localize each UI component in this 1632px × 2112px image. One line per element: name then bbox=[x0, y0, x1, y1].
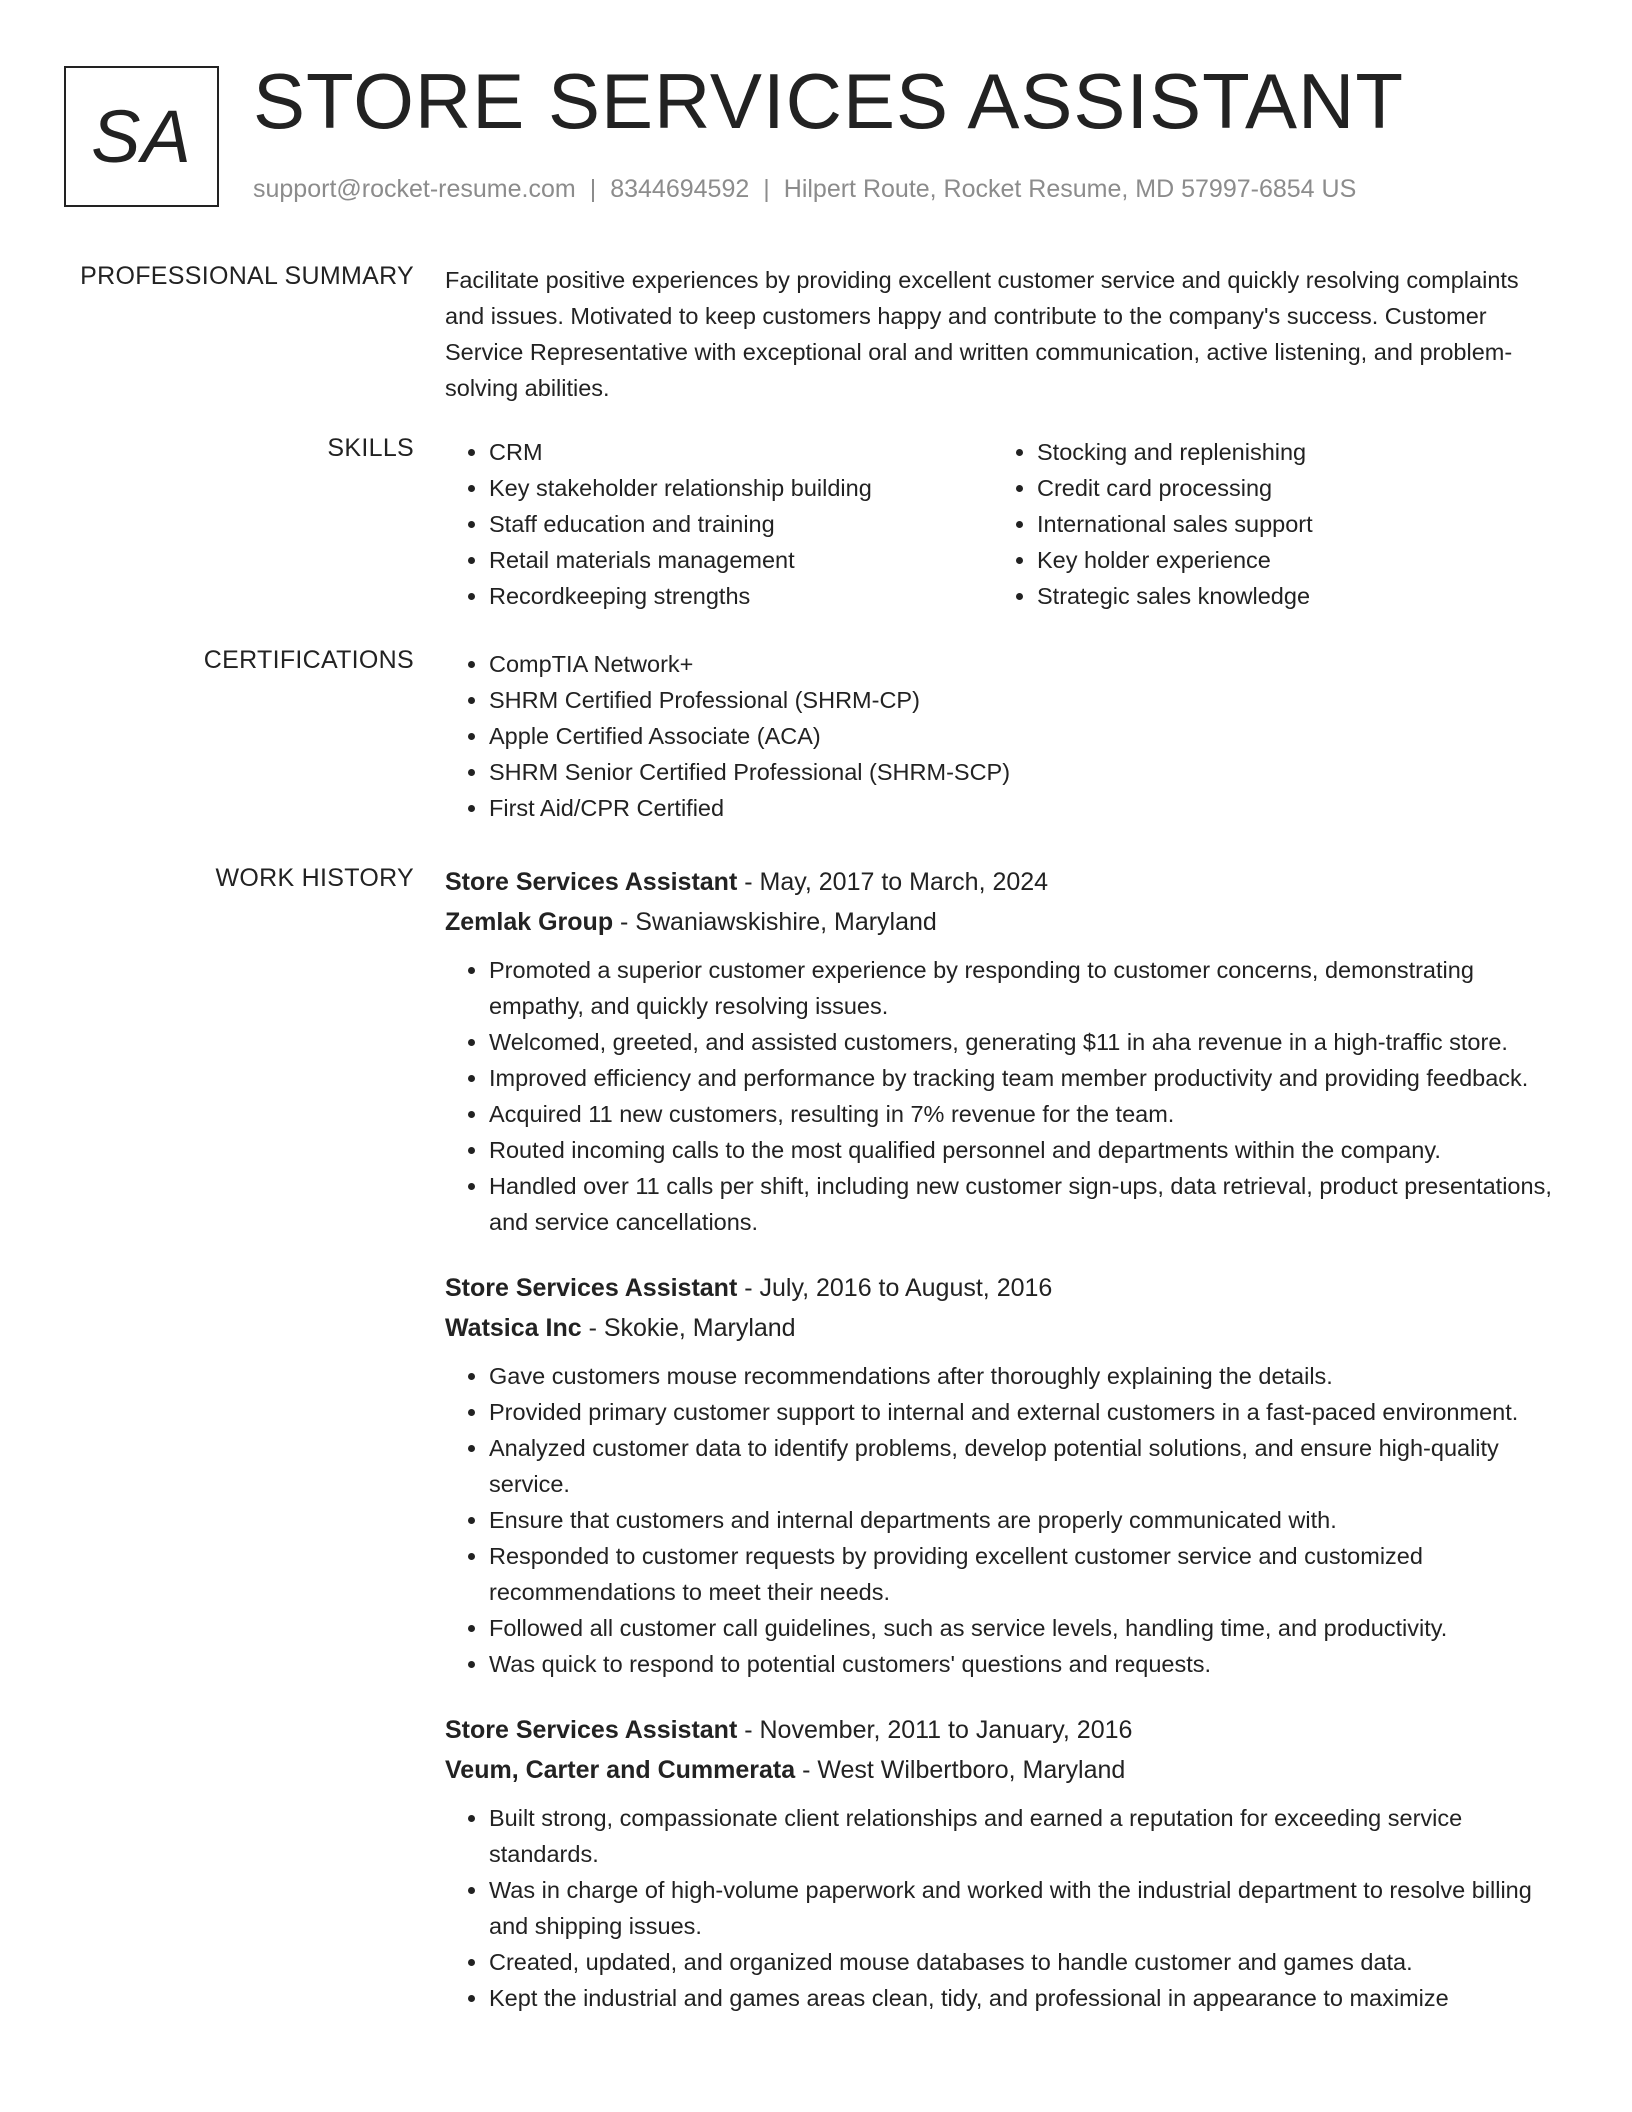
certification-item: • Apple Certified Associate (ACA) bbox=[489, 718, 1575, 754]
monogram-badge bbox=[64, 66, 219, 207]
job-location: - Skokie, Maryland bbox=[581, 1314, 796, 1342]
job-bullet: • Gave customers mouse recommendations after thoroughly explaining the details. bbox=[489, 1358, 1575, 1394]
job-bullet: • Responded to customer requests by providing excellent customer service and customized recommendations to meet their needs. bbox=[489, 1538, 1575, 1610]
job-bullet: • Analyzed customer data to identify problems, develop potential solutions, and ensure high-quality service. bbox=[489, 1430, 1575, 1502]
skill-item: • Retail materials management bbox=[489, 542, 993, 578]
job-bullets bbox=[445, 1800, 1575, 2016]
skill-item: • Staff education and training bbox=[489, 506, 993, 542]
skills-list-col1 bbox=[445, 434, 993, 614]
job-title-line bbox=[445, 862, 1575, 902]
certifications-list bbox=[445, 646, 1575, 826]
job-company-line bbox=[445, 902, 1575, 942]
job-bullet: • Improved efficiency and performance by tracking team member productivity and providing feedback. bbox=[489, 1060, 1575, 1096]
job-company-line bbox=[445, 1308, 1575, 1348]
job-bullet: • Welcomed, greeted, and assisted customers, generating $11 in aha revenue in a high-traffic store. bbox=[489, 1024, 1575, 1060]
job-location: - Swaniawskishire, Maryland bbox=[613, 908, 937, 936]
skill-item: • Credit card processing bbox=[1037, 470, 1541, 506]
contact-email: support@rocket-resume.com bbox=[253, 175, 576, 203]
job-bullet: • Routed incoming calls to the most qualified personnel and departments within the company. bbox=[489, 1132, 1575, 1168]
job-entry bbox=[445, 1268, 1575, 1682]
job-title: Store Services Assistant bbox=[445, 1716, 738, 1744]
job-bullets bbox=[445, 1358, 1575, 1682]
job-bullet: • Was quick to respond to potential customers' questions and requests. bbox=[489, 1646, 1575, 1682]
skill-item: • International sales support bbox=[1037, 506, 1541, 542]
job-dates: - November, 2011 to January, 2016 bbox=[737, 1716, 1133, 1744]
job-bullet: • Provided primary customer support to internal and external customers in a fast-paced environment. bbox=[489, 1394, 1575, 1430]
contact-separator: | bbox=[589, 175, 597, 203]
contact-separator: | bbox=[763, 175, 770, 203]
job-company-line bbox=[445, 1750, 1575, 1790]
job-bullet: • Created, updated, and organized mouse databases to handle customer and games data. bbox=[489, 1944, 1575, 1980]
skills-list-col2 bbox=[993, 434, 1541, 614]
certification-item: • CompTIA Network+ bbox=[489, 646, 1575, 682]
certification-item: • SHRM Senior Certified Professional (SHRM-SCP) bbox=[489, 754, 1575, 790]
job-dates: - May, 2017 to March, 2024 bbox=[737, 868, 1049, 896]
job-company: Watsica Inc bbox=[445, 1314, 582, 1342]
skill-item: • Strategic sales knowledge bbox=[1037, 578, 1541, 614]
job-location: - West Wilbertboro, Maryland bbox=[795, 1756, 1126, 1784]
contact-phone: 8344694592 bbox=[610, 175, 750, 203]
section-label-certifications: CERTIFICATIONS bbox=[203, 646, 414, 674]
skill-item: • Key stakeholder relationship building bbox=[489, 470, 993, 506]
job-entry bbox=[445, 1710, 1575, 2016]
skill-item: • Key holder experience bbox=[1037, 542, 1541, 578]
job-bullet: • Handled over 11 calls per shift, including new customer sign-ups, data retrieval, product presentations, and service cancellations. bbox=[489, 1168, 1575, 1240]
section-label-work-history: WORK HISTORY bbox=[215, 864, 414, 892]
skill-item: • Stocking and replenishing bbox=[1037, 434, 1541, 470]
job-bullet: • Kept the industrial and games areas clean, tidy, and professional in appearance to maximize bbox=[489, 1980, 1575, 2016]
section-label-summary: PROFESSIONAL SUMMARY bbox=[80, 262, 414, 290]
certification-item: • SHRM Certified Professional (SHRM-CP) bbox=[489, 682, 1575, 718]
contact-line bbox=[253, 175, 1356, 204]
job-bullet: • Ensure that customers and internal departments are properly communicated with. bbox=[489, 1502, 1575, 1538]
job-company: Zemlak Group bbox=[445, 908, 614, 936]
job-dates: - July, 2016 to August, 2016 bbox=[737, 1274, 1053, 1302]
summary-text: Facilitate positive experiences by providing excellent customer service and quickly resolving complaints and issues. Motivated to keep customers happy and contribute to the company's success. Customer Service Representative with exceptional oral and written communication, active listening, and problem-solving abilities. bbox=[445, 267, 1519, 401]
job-company: Veum, Carter and Cummerata bbox=[445, 1756, 796, 1784]
job-bullet: • Promoted a superior customer experience by responding to customer concerns, demonstrating empathy, and quickly resolving issues. bbox=[489, 952, 1575, 1024]
section-label-skills: SKILLS bbox=[327, 434, 414, 462]
resume-title: STORE SERVICES ASSISTANT bbox=[253, 57, 1405, 145]
job-bullet: • Acquired 11 new customers, resulting in 7% revenue for the team. bbox=[489, 1096, 1575, 1132]
job-entry bbox=[445, 862, 1575, 1240]
monogram-text: SA bbox=[91, 95, 192, 178]
certification-item: • First Aid/CPR Certified bbox=[489, 790, 1575, 826]
job-bullet: • Followed all customer call guidelines, such as service levels, handling time, and productivity. bbox=[489, 1610, 1575, 1646]
job-bullets bbox=[445, 952, 1575, 1240]
job-title-line bbox=[445, 1710, 1575, 1750]
job-title-line bbox=[445, 1268, 1575, 1308]
skill-item: • Recordkeeping strengths bbox=[489, 578, 993, 614]
job-bullet: • Was in charge of high-volume paperwork and worked with the industrial department to resolve billing and shipping issues. bbox=[489, 1872, 1575, 1944]
contact-address: Hilpert Route, Rocket Resume, MD 57997-6854 US bbox=[783, 175, 1357, 203]
job-title: Store Services Assistant bbox=[445, 868, 738, 896]
job-bullet: • Built strong, compassionate client relationships and earned a reputation for exceeding service standards. bbox=[489, 1800, 1575, 1872]
job-title: Store Services Assistant bbox=[445, 1274, 738, 1302]
skill-item: • CRM bbox=[489, 434, 993, 470]
